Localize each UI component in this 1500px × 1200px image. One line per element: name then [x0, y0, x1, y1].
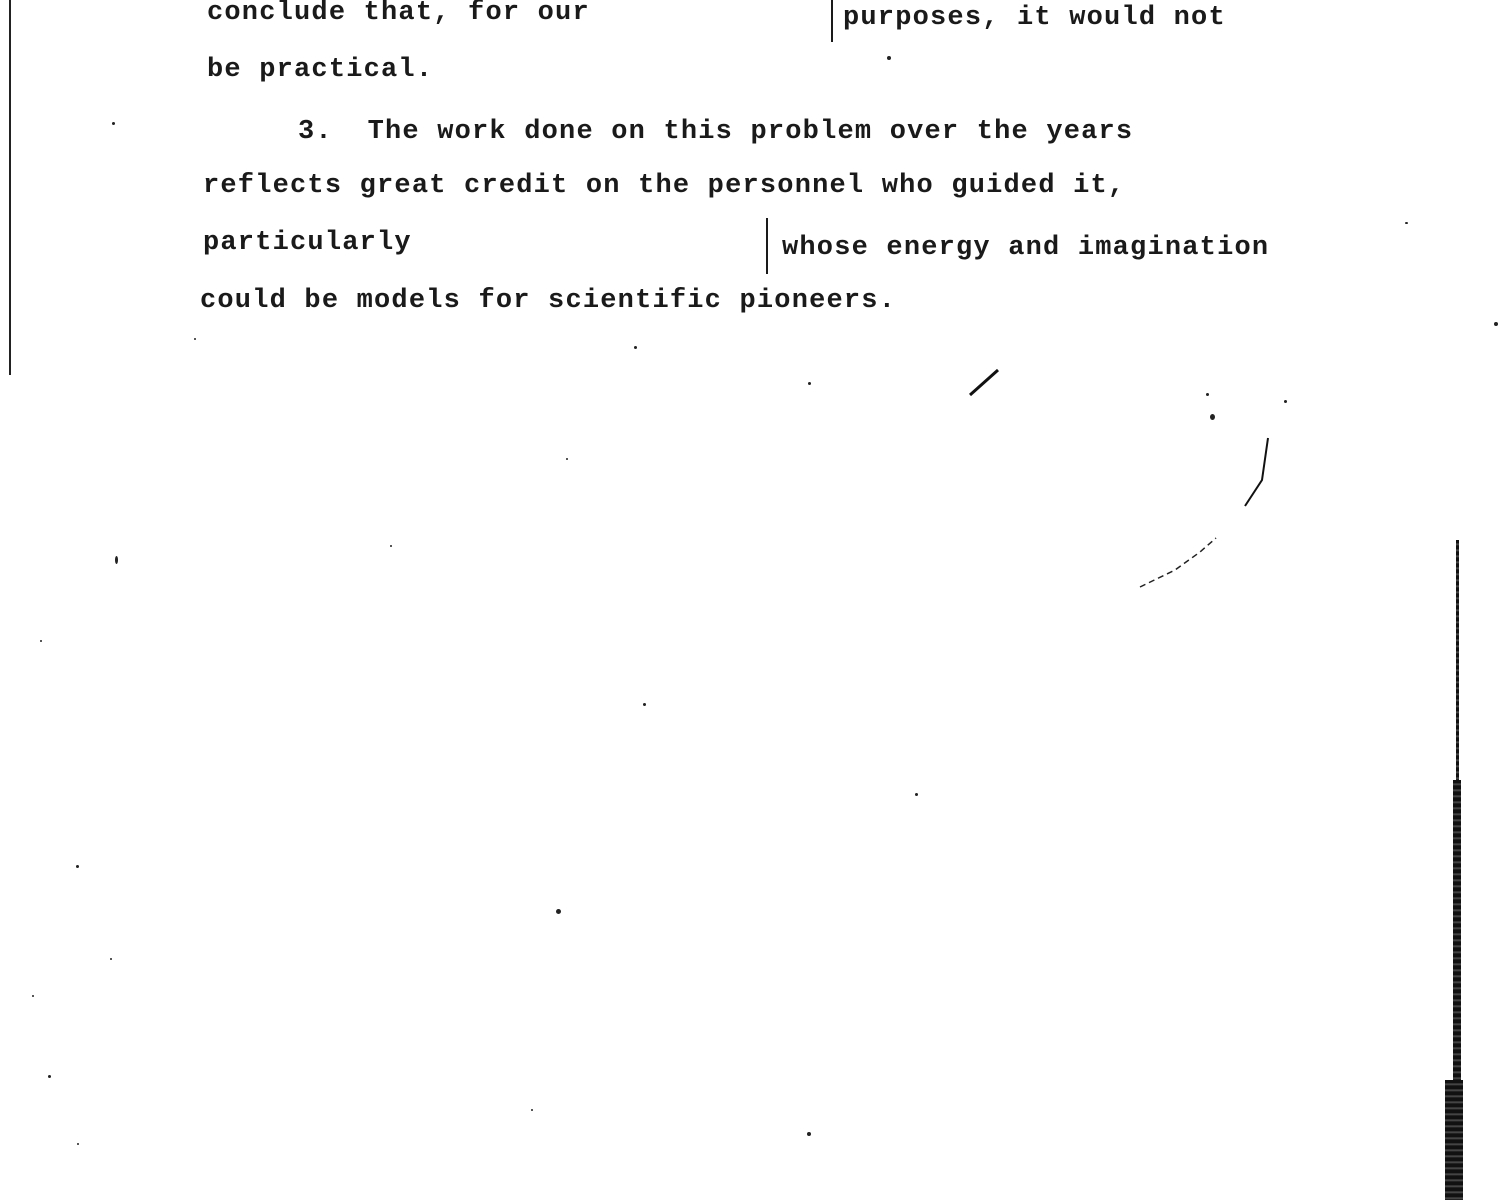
speck	[643, 703, 646, 706]
speck	[566, 458, 568, 460]
speck	[115, 556, 118, 564]
scanner-edge-strip	[1445, 1080, 1463, 1200]
speck	[390, 545, 392, 547]
speck	[808, 382, 811, 385]
speck	[556, 909, 561, 914]
speck	[1284, 400, 1287, 403]
speck	[807, 1132, 811, 1136]
speck	[887, 56, 891, 60]
text-line-1: conclude that, for our	[207, 0, 590, 28]
speck	[76, 865, 79, 868]
speck	[634, 346, 637, 349]
text-line-8: could be models for scientific pioneers.	[200, 286, 897, 316]
speck	[40, 640, 42, 642]
text-line-3: be practical.	[207, 55, 434, 85]
speck	[531, 1109, 533, 1111]
text-line-2: purposes, it would not	[843, 3, 1226, 33]
speck	[112, 122, 115, 125]
text-line-6: particularly	[203, 228, 412, 258]
text-line-7: whose energy and imagination	[782, 233, 1270, 263]
speck	[194, 338, 196, 340]
scanner-edge-strip	[1453, 780, 1461, 1080]
scanner-edge-strip	[1456, 540, 1459, 780]
speck	[110, 958, 112, 960]
speck	[77, 1143, 79, 1145]
text-line-4: 3. The work done on this problem over the years	[298, 117, 1134, 147]
speck	[1206, 393, 1209, 396]
speck	[1494, 322, 1498, 326]
speck	[1405, 222, 1408, 224]
speck	[1210, 414, 1215, 420]
speck	[915, 793, 918, 796]
speck	[32, 995, 34, 997]
speck	[48, 1075, 51, 1078]
text-line-5: reflects great credit on the personnel who guided it,	[203, 171, 1126, 201]
